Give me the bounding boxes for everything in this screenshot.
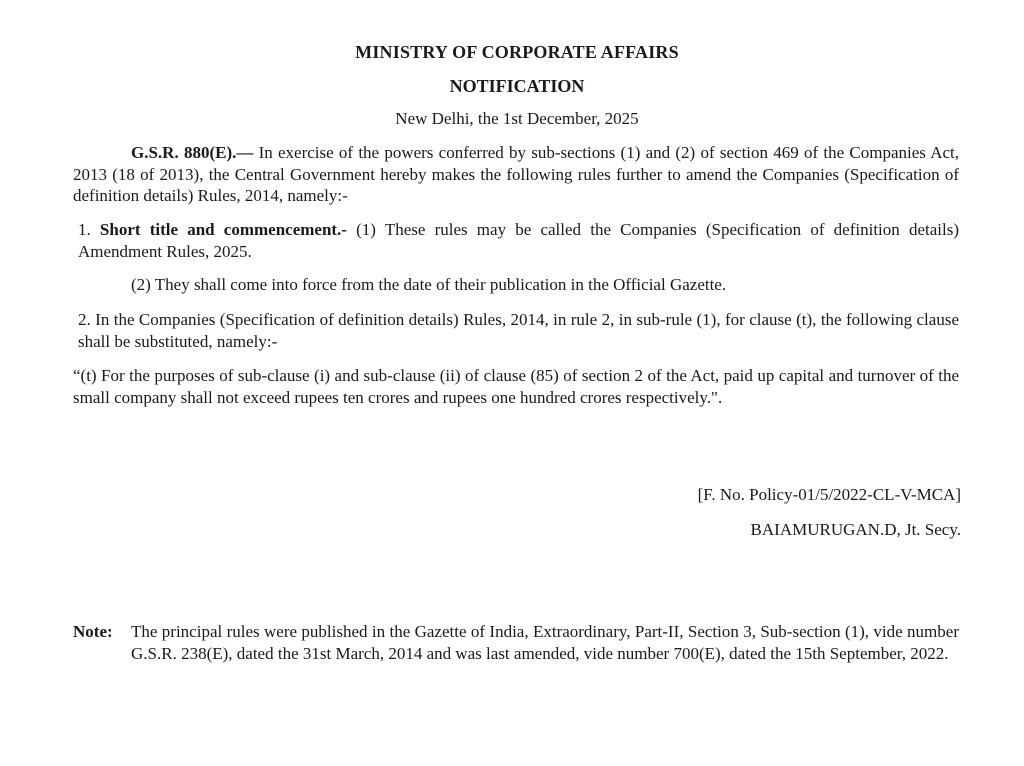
rule-1-heading: Short title and commencement.-: [99, 220, 347, 239]
notification-heading: NOTIFICATION: [449, 76, 585, 96]
ministry-heading: MINISTRY OF CORPORATE AFFAIRS: [355, 42, 679, 62]
clause-t-paragraph: “(t) For the purposes of sub-clause (i) and sub-clause (ii) of clause (85) of section 2 of the Act, paid up capital and turnover of the small company shall not exceed rupees ten crores and rupees one hundred crores respectively.".: [73, 366, 959, 407]
rule-1-text: (1) These rules may be called the Companies (Specification of definition details) Amendment Rules, 2025.: [78, 220, 959, 261]
note-block: [73, 621, 959, 664]
rule-1-number: 1.: [78, 220, 100, 239]
rule-1-subrule-2: (2) They shall come into force from the date of their publication in the Official Gazette.: [131, 275, 727, 294]
preamble-paragraph: [73, 142, 959, 207]
file-number: [F. No. Policy-01/5/2022-CL-V-MCA]: [697, 485, 961, 504]
rule-1-paragraph: [73, 219, 959, 262]
place-date-line: New Delhi, the 1st December, 2025: [395, 109, 639, 128]
note-label: Note:: [73, 622, 113, 641]
note-text: The principal rules were published in the Gazette of India, Extraordinary, Part-II, Section 3, Sub-section (1), vide number G.S.R. 238(E), dated the 31st March, 2014 and was last amended, vide number 700(E), dated the 15th September, 2022.: [131, 622, 959, 663]
rule-2-paragraph: 2. In the Companies (Specification of definition details) Rules, 2014, in rule 2, in sub-rule (1), for clause (t), the following clause shall be substituted, namely:-: [78, 310, 959, 351]
gsr-number: G.S.R. 880(E).—: [131, 143, 254, 162]
preamble-text: In exercise of the powers conferred by sub-sections (1) and (2) of section 469 of the Companies Act, 2013 (18 of 2013), the Central Government hereby makes the following rules further to amend the Companies (Specification of definition details) Rules, 2014, namely:-: [73, 143, 959, 205]
signatory: BAIAMURUGAN.D, Jt. Secy.: [750, 520, 961, 539]
